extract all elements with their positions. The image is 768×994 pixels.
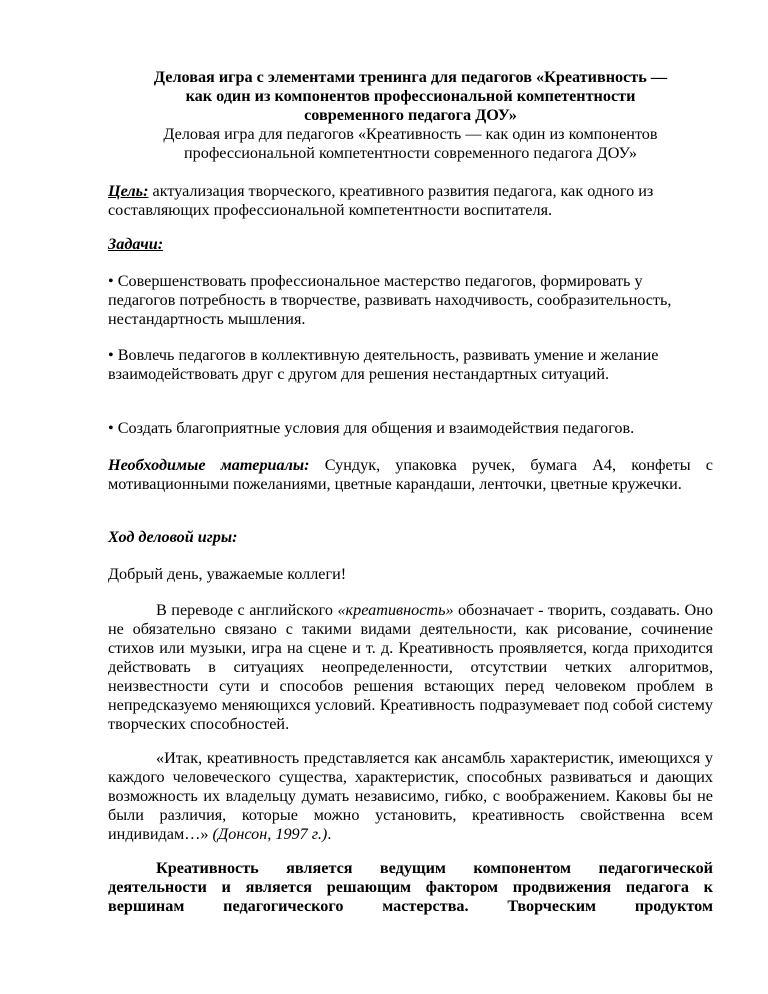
- document-title: [108, 68, 713, 125]
- goal-text: актуализация творческого, креативного развития педагога, как одного из составляющих профессиональной компетентности воспитателя.: [108, 182, 654, 219]
- conclusion-line: Креативность является ведущим компонентом педагогической: [156, 859, 713, 877]
- game-heading: Ход деловой игры:: [108, 528, 238, 546]
- term-creativity: «креативность»: [337, 601, 454, 619]
- materials-text: Сундук, упаковка ручек, бумага А4, конфеты с мотивационными пожеланиями, цветные карандаши, ленточки, цветные кружечки.: [108, 456, 713, 493]
- quote-paragraph: [108, 749, 713, 844]
- tasks-heading: [108, 235, 713, 254]
- para-text: обозначает - творить, создавать. Оно не обязательно связано с такими видами деятельности, как рисование, сочинение стихов или музыки, игра на сцене и т. д. Креативность проявляется, когда приходится действовать в ситуациях неопределенности, отсутствии четких алгоритмов, неизвестности сути и способов решения встающих перед человеком проблем в непредсказуемо меняющихся условий. Креативность подразумевает под собой систему творческих способностей.: [108, 601, 713, 733]
- goal-label: Цель:: [108, 182, 149, 200]
- goal-paragraph: [108, 182, 713, 220]
- definition-paragraph: [108, 601, 713, 734]
- conclusion-line: деятельности и является решающим фактором продвижения педагога к: [108, 878, 713, 896]
- para-text: В переводе с английского: [156, 601, 338, 619]
- title-line: как один из компонентов профессиональной компетентности: [185, 87, 636, 105]
- tasks-label: Задачи:: [108, 235, 164, 253]
- quote-citation: (Донсон, 1997 г.): [212, 825, 328, 843]
- subtitle-line: Деловая игра для педагогов «Креативность — как один из компонентов: [163, 125, 658, 143]
- task-item: • Совершенствовать профессиональное мастерство педагогов, формировать у педагогов потребность в творчестве, развивать находчивость, сообразительность, нестандартность мышления.: [108, 272, 672, 328]
- materials-label: Необходимые материалы:: [108, 456, 310, 474]
- task-item: • Вовлечь педагогов в коллективную деятельность, развивать умение и желание взаимодействовать друг с другом для решения нестандартных ситуаций.: [108, 346, 659, 383]
- conclusion-line: вершинам педагогического мастерства. Творческим продуктом: [108, 897, 713, 915]
- document-subtitle: [108, 125, 713, 163]
- task-item: • Создать благоприятные условия для общения и взаимодействия педагогов.: [108, 419, 635, 437]
- materials-paragraph: [108, 456, 713, 494]
- subtitle-line: профессиональной компетентности современного педагога ДОУ»: [183, 144, 638, 162]
- quote-text: «Итак, креативность представляется как ансамбль характеристик, имеющихся у каждого человеческого существа, характеристик, способных развиваться и дающих возможность их владельцу думать независимо, гибко, с воображением. Каковы бы не были различия, которые можно установить, креативность свойственна всем индивидам…»: [108, 749, 713, 843]
- quote-end: .: [327, 825, 332, 843]
- title-line: Деловая игра с элементами тренинга для педагогов «Креативность —: [153, 68, 668, 86]
- conclusion-paragraph: [108, 859, 713, 916]
- greeting-text: Добрый день, уважаемые коллеги!: [108, 565, 347, 583]
- title-line: современного педагога ДОУ»: [304, 106, 517, 124]
